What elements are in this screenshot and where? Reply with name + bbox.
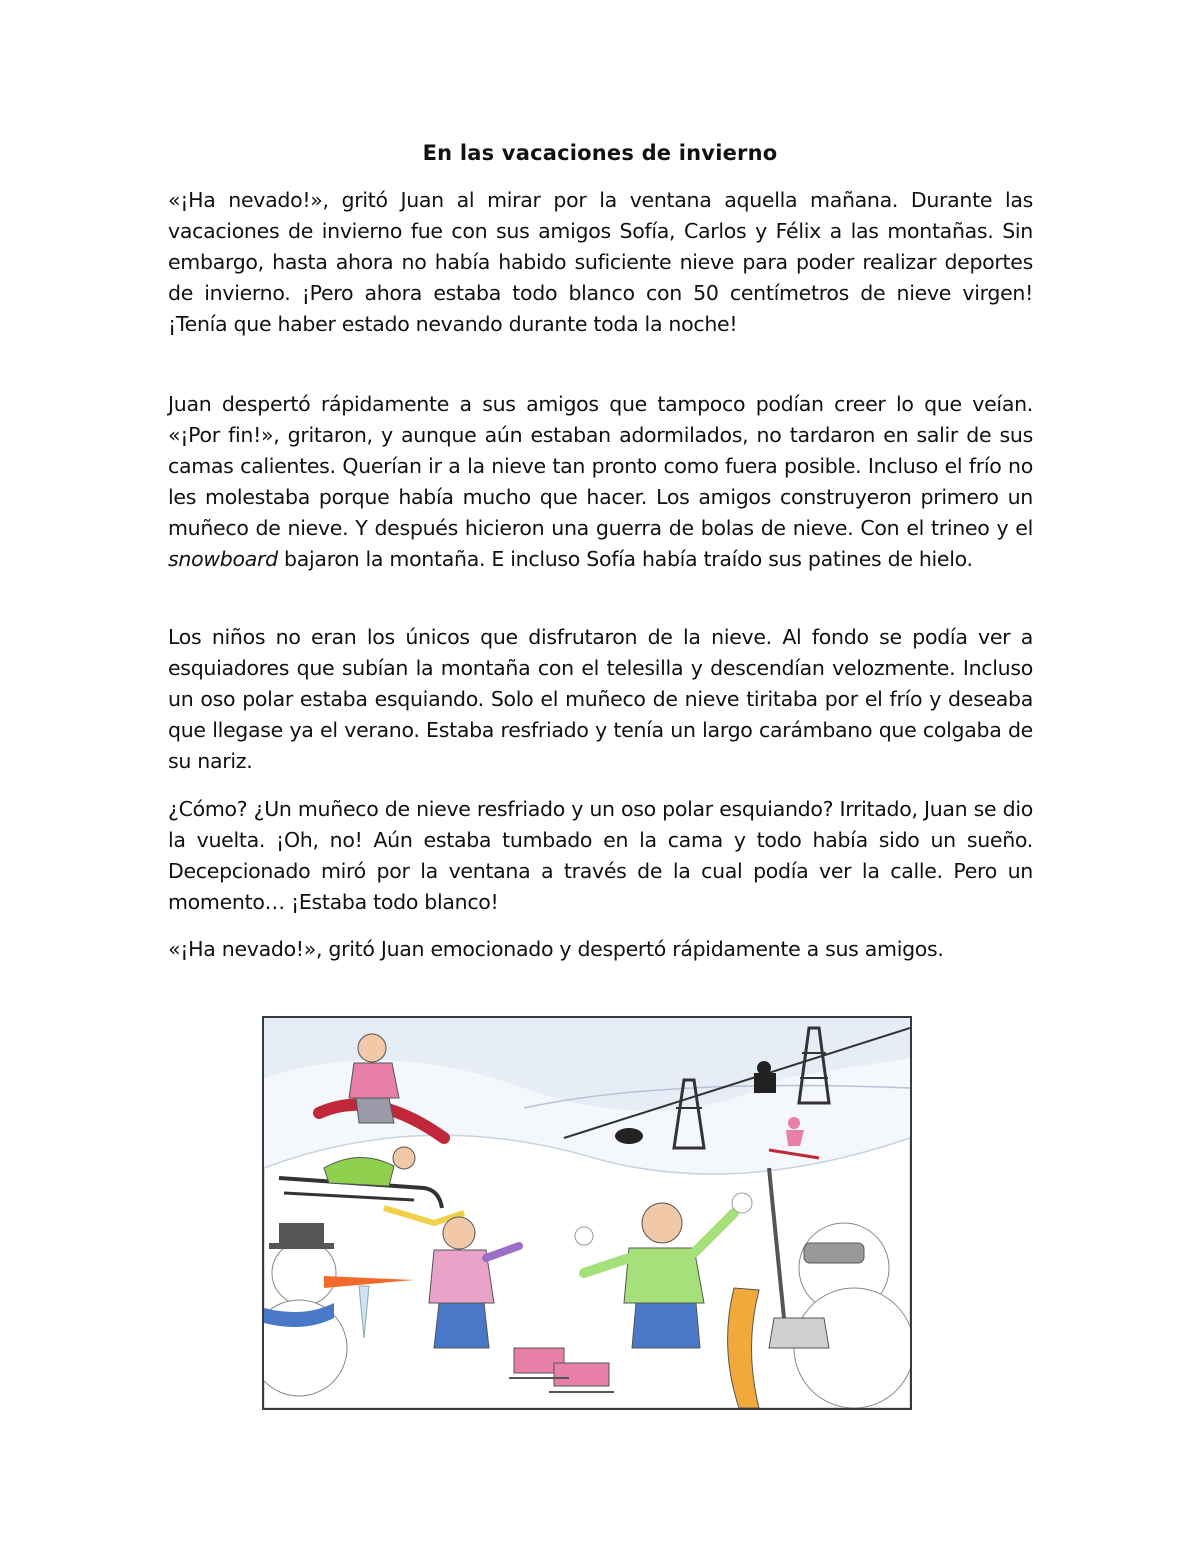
paragraph-4: ¿Cómo? ¿Un muñeco de nieve resfriado y un oso polar esquiando? Irritado, Juan se dio la vuelta. ¡Oh, no! Aún estaba tumbado en la cama y todo había sido un sueño. Decepcionado miró por la ventana a través de la cual podía ver la calle. Pero un momento… ¡Estaba todo blanco! [168, 797, 1033, 914]
winter-scene-drawing [264, 1018, 910, 1408]
winter-scene-illustration [262, 1016, 912, 1410]
paragraph-2-part-2: bajaron la montaña. E incluso Sofía había traído sus patines de hielo. [277, 547, 973, 571]
paragraph-2-part-1: Juan despertó rápidamente a sus amigos que tampoco podían creer lo que veían. «¡Por fin!», gritaron, y aunque aún estaban adormilados, no tardaron en salir de sus camas calientes. Querían ir a la nieve tan pronto como fuera posible. Incluso el frío no les molestaba porque había mucho que hacer. Los amigos construyeron primero un muñeco de nieve. Y después hicieron una guerra de bolas de nieve. Con el trineo y el [168, 392, 1033, 540]
paragraph-5: «¡Ha nevado!», gritó Juan emocionado y despertó rápidamente a sus amigos. [168, 937, 944, 961]
paragraph-2-italic-word: snowboard [168, 547, 278, 571]
document-title: En las vacaciones de invierno [422, 141, 778, 165]
paragraph-2 [168, 389, 1033, 575]
flying-snowball [575, 1227, 593, 1245]
paragraph-1: «¡Ha nevado!», gritó Juan al mirar por la ventana aquella mañana. Durante las vacaciones de invierno fue con sus amigos Sofía, Carlos y Félix a las montañas. Sin embargo, hasta ahora no había habido suficiente nieve para poder realizar deportes de invierno. ¡Pero ahora estaba todo blanco con 50 centímetros de nieve virgen! ¡Tenía que haber estado nevando durante toda la noche! [168, 188, 1033, 336]
paragraph-3: Los niños no eran los únicos que disfrutaron de la nieve. Al fondo se podía ver a esquiadores que subían la montaña con el telesilla y descendían velozmente. Incluso un oso polar estaba esquiando. Solo el muñeco de nieve tiritaba por el frío y deseaba que llegase ya el verano. Estaba resfriado y tenía un largo carámbano que colgaba de su nariz. [168, 625, 1033, 773]
sitting-person [615, 1128, 643, 1144]
